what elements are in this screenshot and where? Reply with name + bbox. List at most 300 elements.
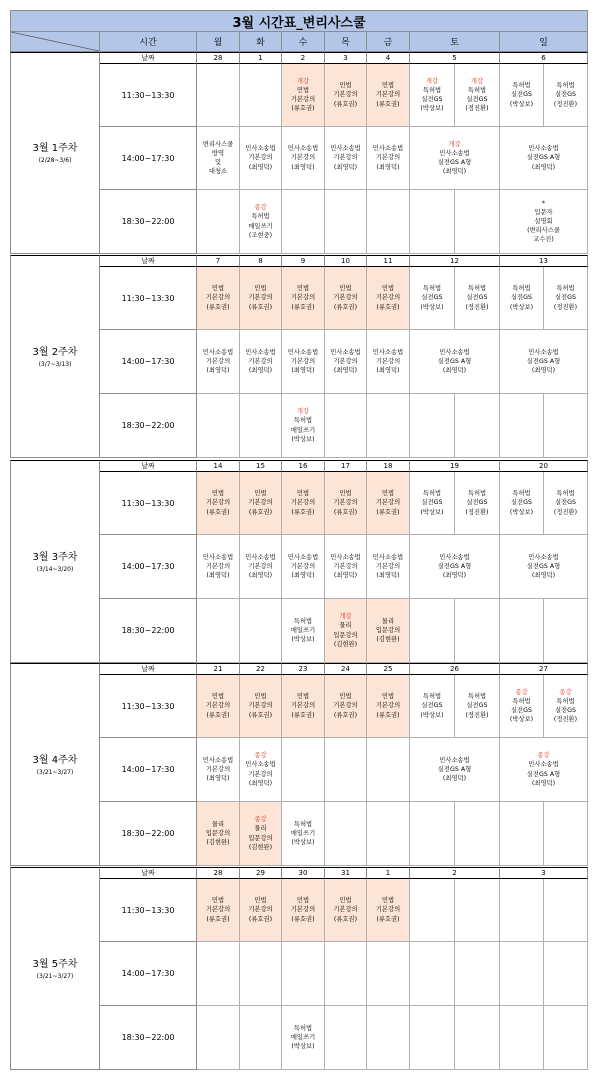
session-line: 민법 [339, 693, 352, 701]
date-cell: 16 [282, 460, 325, 472]
session-line: 민법 [296, 693, 310, 701]
time-slot-label: 11:30~13:30 [100, 675, 197, 738]
empty-cell [410, 394, 455, 458]
class-session [325, 127, 367, 190]
session-line: (최영덕) [531, 572, 556, 580]
session-line: (박상보) [291, 1043, 315, 1051]
session-line: 기본강의 [205, 294, 231, 302]
session-line: 실전GS [554, 499, 577, 507]
session-line: (최영덕) [206, 572, 230, 580]
date-cell: 5 [410, 52, 500, 64]
empty-cell [410, 879, 455, 942]
session-line: 방역 [211, 149, 225, 157]
date-cell: 17 [325, 460, 367, 472]
class-session [410, 535, 500, 599]
session-line: 기본강의 [205, 357, 231, 365]
session-line: 입문강의 [375, 626, 401, 634]
empty-cell [240, 64, 282, 127]
time-slot-label: 18:30~22:00 [100, 394, 197, 458]
class-session [282, 64, 325, 127]
class-session [367, 472, 410, 535]
session-line: (박상보) [509, 508, 534, 516]
session-line: 민사소송법 [330, 145, 361, 153]
header-day: 금 [367, 32, 410, 52]
class-session [500, 738, 588, 802]
session-line: (최영덕) [291, 572, 315, 580]
empty-cell [282, 190, 325, 254]
date-cell: 4 [367, 52, 410, 64]
session-line: 설명회 [534, 217, 553, 225]
session-line: 민사소송법 [330, 553, 361, 561]
date-cell: 3 [500, 867, 588, 879]
session-line: (류호권) [333, 303, 358, 311]
session-line: (류호권) [333, 100, 358, 108]
class-session [500, 675, 544, 738]
session-line: (최영덕) [248, 572, 273, 580]
session-line: 기본강의 [290, 702, 316, 710]
date-cell: 19 [410, 460, 500, 472]
session-line: 실전GS [510, 499, 533, 507]
empty-cell [197, 599, 240, 663]
empty-cell [410, 599, 455, 663]
date-cell: 1 [240, 52, 282, 64]
session-line: 기본강의 [375, 499, 401, 507]
session-line: (최영덕) [442, 168, 467, 176]
session-line: 민법 [339, 285, 352, 293]
date-cell: 31 [325, 867, 367, 879]
session-status-tag: 개강 [296, 77, 310, 85]
session-line: 민사소송법 [372, 348, 404, 356]
date-cell: 14 [197, 460, 240, 472]
session-status-tag: 종강 [559, 688, 572, 696]
empty-cell [240, 599, 282, 663]
diagonal-corner-cell [10, 32, 100, 52]
session-line: 민법 [381, 693, 395, 701]
session-line: (정진환) [553, 508, 578, 516]
class-session [325, 599, 367, 663]
session-line: (최영덕) [376, 163, 400, 171]
class-session [410, 64, 455, 127]
session-line: (정진환) [465, 508, 489, 516]
session-line: (박상보) [420, 508, 444, 516]
session-line: 물리 [254, 825, 267, 833]
empty-cell [282, 738, 325, 802]
session-line: 대청소 [208, 168, 228, 176]
class-session [367, 879, 410, 942]
week-label [10, 52, 100, 254]
empty-cell [455, 1006, 500, 1070]
class-session [367, 64, 410, 127]
date-cell: 26 [410, 663, 500, 675]
header-day: 화 [240, 32, 282, 52]
class-session [367, 127, 410, 190]
class-session [197, 802, 240, 866]
session-line: (최영덕) [531, 367, 556, 375]
class-session [282, 127, 325, 190]
session-line: 민법 [296, 285, 310, 293]
week-name: 3월 4주차 [32, 754, 78, 766]
date-cell: 28 [197, 52, 240, 64]
session-line: 기본강의 [205, 906, 231, 914]
class-session [367, 535, 410, 599]
session-line: 민사소송법 [528, 348, 559, 356]
session-line: 민사소송법 [439, 553, 470, 561]
week-name: 3월 5주차 [32, 958, 78, 970]
session-line: (박상보) [291, 435, 315, 443]
class-session [325, 535, 367, 599]
session-line: 기본강의 [290, 906, 316, 914]
header-day: 월 [197, 32, 240, 52]
session-line: 민사소송법 [245, 348, 276, 356]
date-cell: 11 [367, 255, 410, 267]
session-line: 물리 [339, 622, 352, 630]
week-label [10, 255, 100, 458]
session-line: 기본강의 [375, 562, 401, 570]
session-line: 기본강의 [375, 154, 401, 162]
class-session [325, 675, 367, 738]
session-line: (김현완) [333, 640, 358, 648]
session-line: 특허법 [467, 285, 487, 293]
session-line: (최영덕) [531, 163, 556, 171]
session-line: 기본강의 [205, 499, 231, 507]
empty-cell [325, 942, 367, 1006]
session-line: 민법 [296, 897, 310, 905]
session-line: (최영덕) [206, 775, 230, 783]
class-session [282, 472, 325, 535]
date-cell: 8 [240, 255, 282, 267]
empty-cell [410, 802, 455, 866]
session-line: 실전GS [554, 707, 577, 714]
session-line: (류호권) [291, 915, 315, 923]
week-label [10, 867, 100, 1070]
session-line: 입문강의 [205, 829, 231, 837]
empty-cell [500, 942, 544, 1006]
session-line: (변리사스쿨 [527, 227, 560, 235]
session-line: 기본강의 [248, 357, 273, 365]
date-cell: 28 [197, 867, 240, 879]
empty-cell [500, 394, 544, 458]
class-session [500, 330, 588, 394]
session-line: 특허법 [422, 693, 442, 701]
class-session [282, 330, 325, 394]
empty-cell [544, 1006, 588, 1070]
session-line: 민법 [381, 490, 395, 498]
session-line: 교수진) [533, 236, 554, 244]
session-line: 민사소송법 [330, 348, 361, 356]
session-status-tag: 개강 [296, 408, 310, 416]
session-line: (류호권) [376, 100, 400, 108]
session-line: 민법 [296, 490, 310, 498]
empty-cell [455, 190, 500, 254]
time-slot-label: 18:30~22:00 [100, 802, 197, 866]
class-session [500, 190, 588, 254]
empty-cell [325, 394, 367, 458]
date-cell: 12 [410, 255, 500, 267]
session-line: 민사소송법 [287, 553, 319, 561]
class-session [500, 64, 544, 127]
date-cell: 13 [500, 255, 588, 267]
session-line: 실전GS [510, 91, 533, 99]
session-line: 특허법 [512, 697, 531, 705]
session-line: 입문자 [534, 208, 553, 216]
class-session [282, 535, 325, 599]
session-line: (최영덕) [333, 572, 358, 580]
empty-cell [325, 802, 367, 866]
session-line: 기본강의 [333, 154, 358, 162]
session-line: 특허법 [293, 1024, 313, 1032]
session-line: 민법 [211, 490, 225, 498]
session-line: 민법 [339, 490, 352, 498]
session-line: 실전GS [421, 294, 443, 302]
session-line: 실전GS A형 [437, 562, 472, 570]
header-day: 수 [282, 32, 325, 52]
empty-cell [544, 942, 588, 1006]
empty-cell [544, 879, 588, 942]
time-slot-label: 14:00~17:30 [100, 738, 197, 802]
empty-cell [240, 1006, 282, 1070]
time-slot-label: 11:30~13:30 [100, 472, 197, 535]
session-line: 민법 [254, 490, 267, 498]
week-range: (3/14~3/20) [36, 565, 74, 573]
date-cell: 10 [325, 255, 367, 267]
time-slot-label: 14:00~17:30 [100, 942, 197, 1006]
empty-cell [455, 599, 500, 663]
session-line: (류호권) [333, 508, 358, 516]
session-line: (최영덕) [248, 367, 273, 375]
session-line: 특허법 [556, 82, 575, 90]
class-session [240, 879, 282, 942]
class-session [240, 190, 282, 254]
class-session [500, 535, 588, 599]
date-cell: 21 [197, 663, 240, 675]
session-line: 실전GS A형 [526, 154, 561, 162]
session-line: (최영덕) [291, 367, 315, 375]
session-line: 실전GS A형 [526, 562, 561, 570]
session-line: 기본강의 [205, 702, 231, 710]
session-line: 실전GS [466, 702, 488, 710]
date-cell: 18 [367, 460, 410, 472]
week-name: 3월 2주차 [32, 346, 78, 358]
session-line: 민법 [211, 897, 225, 905]
session-status-tag: 개강 [425, 77, 439, 85]
class-session [544, 267, 588, 330]
time-slot-label: 18:30~22:00 [100, 1006, 197, 1070]
session-line: 실전GS [421, 96, 443, 103]
class-session [282, 802, 325, 866]
empty-cell [197, 64, 240, 127]
date-label: 날짜 [100, 52, 197, 64]
session-line: 기본강의 [248, 499, 273, 507]
time-slot-label: 14:00~17:30 [100, 535, 197, 599]
session-line: 기본강의 [290, 294, 316, 302]
class-session [240, 267, 282, 330]
class-session [197, 330, 240, 394]
class-session [240, 472, 282, 535]
session-line: 민법 [254, 897, 267, 905]
session-line: 특허법 [422, 86, 442, 94]
class-session [455, 675, 500, 738]
session-line: (류호권) [376, 915, 400, 923]
empty-cell [197, 1006, 240, 1070]
session-line: (류호권) [376, 508, 400, 516]
class-session [455, 267, 500, 330]
session-status-tag: 종강 [515, 688, 528, 696]
session-line: 민법 [254, 693, 267, 701]
session-line: 민사소송법 [439, 756, 470, 764]
empty-cell [410, 190, 455, 254]
session-line: 기본강의 [248, 702, 273, 710]
session-line: 기본강의 [375, 906, 401, 914]
session-line: 실전GS A형 [526, 770, 561, 778]
session-line: (류호권) [206, 915, 230, 923]
session-line: 특허법 [512, 82, 531, 90]
class-session [282, 599, 325, 663]
session-line: (최영덕) [333, 163, 358, 171]
session-line: (최영덕) [531, 779, 556, 787]
week-range: (3/21~3/27) [36, 768, 74, 776]
empty-cell [197, 942, 240, 1006]
session-line: (최영덕) [442, 572, 467, 580]
session-line: 매일쓰기 [290, 1033, 316, 1041]
session-line: 민사소송법 [528, 145, 559, 153]
session-line: 민사소송법 [528, 761, 559, 769]
class-session [282, 675, 325, 738]
date-cell: 24 [325, 663, 367, 675]
session-line: 기본강의 [290, 499, 316, 507]
session-line: 실전GS [466, 96, 488, 103]
date-cell: 29 [240, 867, 282, 879]
empty-cell [240, 394, 282, 458]
empty-cell [544, 394, 588, 458]
session-line: 매일쓰기 [290, 829, 316, 837]
session-line: (최영덕) [442, 367, 467, 375]
session-status-tag: 종강 [537, 752, 550, 760]
session-line: (류호권) [248, 508, 273, 516]
session-line: (김현완) [206, 839, 230, 847]
session-line: (박상보) [420, 303, 444, 311]
session-line: (류호권) [248, 711, 273, 719]
date-cell: 6 [500, 52, 588, 64]
class-session [410, 127, 500, 190]
session-line: 특허법 [293, 417, 313, 425]
session-line: 민사소송법 [439, 149, 470, 157]
session-line: 특허법 [556, 490, 575, 498]
date-label: 날짜 [100, 663, 197, 675]
session-line: (최영덕) [291, 163, 315, 171]
class-session [367, 675, 410, 738]
session-line: 입문강의 [248, 834, 273, 842]
session-line: 매일쓰기 [290, 626, 316, 634]
empty-cell [455, 802, 500, 866]
session-line: 매일쓰기 [248, 222, 273, 230]
week-name: 3월 3주차 [32, 551, 78, 563]
empty-cell [500, 802, 544, 866]
date-cell: 2 [410, 867, 500, 879]
session-line: (류호권) [291, 711, 315, 719]
class-session [410, 472, 455, 535]
class-session [282, 267, 325, 330]
class-session [197, 472, 240, 535]
session-line: 민사소송법 [245, 761, 276, 769]
empty-cell [500, 599, 544, 663]
class-session [410, 267, 455, 330]
session-line: 실전GS [554, 91, 577, 99]
class-session [197, 675, 240, 738]
session-line: 민사소송법 [202, 553, 234, 561]
class-session [197, 535, 240, 599]
session-line: 민사소송법 [439, 348, 470, 356]
empty-cell [500, 879, 544, 942]
session-status-tag: 종강 [254, 752, 267, 760]
session-line: 기본강의 [248, 906, 273, 914]
session-line: 민법 [381, 82, 395, 90]
session-line: (박상보) [509, 303, 534, 311]
session-line: 민사소송법 [287, 145, 319, 153]
session-line: 특허법 [467, 693, 487, 701]
time-slot-label: 11:30~13:30 [100, 64, 197, 127]
empty-cell [325, 738, 367, 802]
session-line: 변리사스쿨 [202, 140, 234, 148]
class-session [455, 64, 500, 127]
session-line: (박상보) [291, 839, 315, 847]
empty-cell [410, 1006, 455, 1070]
class-session [367, 599, 410, 663]
session-line: (류호권) [248, 303, 273, 311]
session-line: (류호권) [206, 303, 230, 311]
session-line: 기본강의 [333, 294, 358, 302]
session-line: 물리 [211, 820, 225, 828]
week-name: 3월 1주차 [32, 143, 78, 154]
session-line: (최영덕) [333, 367, 358, 375]
session-status-tag: 종강 [254, 204, 267, 212]
date-cell: 30 [282, 867, 325, 879]
session-line: (최영덕) [376, 572, 400, 580]
session-line: 기본강의 [333, 702, 358, 710]
session-line: 기본강의 [333, 499, 358, 507]
week-range: (2/28~3/6) [38, 157, 72, 164]
header-day: 일 [500, 32, 588, 52]
empty-cell [282, 942, 325, 1006]
session-line: 기본강의 [205, 562, 231, 570]
date-cell: 1 [367, 867, 410, 879]
session-line: 특허법 [293, 617, 313, 625]
session-line: 특허법 [556, 285, 575, 293]
session-line: (류호권) [206, 508, 230, 516]
empty-cell [325, 1006, 367, 1070]
week-range: (3/7~3/13) [38, 360, 72, 368]
session-line: 특허법 [512, 285, 531, 293]
session-line: 민사소송법 [202, 348, 234, 356]
session-line: 민사소송법 [245, 553, 276, 561]
empty-cell [544, 599, 588, 663]
session-line: 민법 [381, 897, 395, 905]
week-label [10, 663, 100, 866]
class-session [367, 267, 410, 330]
time-slot-label: 18:30~22:00 [100, 190, 197, 254]
session-line: 민법 [254, 285, 267, 293]
session-line: 매일쓰기 [290, 426, 316, 434]
session-line: (조현중) [248, 231, 273, 239]
session-line: (박상보) [509, 100, 534, 108]
header-day: 토 [410, 32, 500, 52]
class-session [282, 394, 325, 458]
empty-cell [367, 802, 410, 866]
session-line: (류호권) [376, 303, 400, 311]
session-line: 특허법 [422, 285, 442, 293]
session-line: 기본강의 [375, 294, 401, 302]
week-range: (3/21~3/27) [36, 972, 74, 980]
empty-cell [455, 942, 500, 1006]
